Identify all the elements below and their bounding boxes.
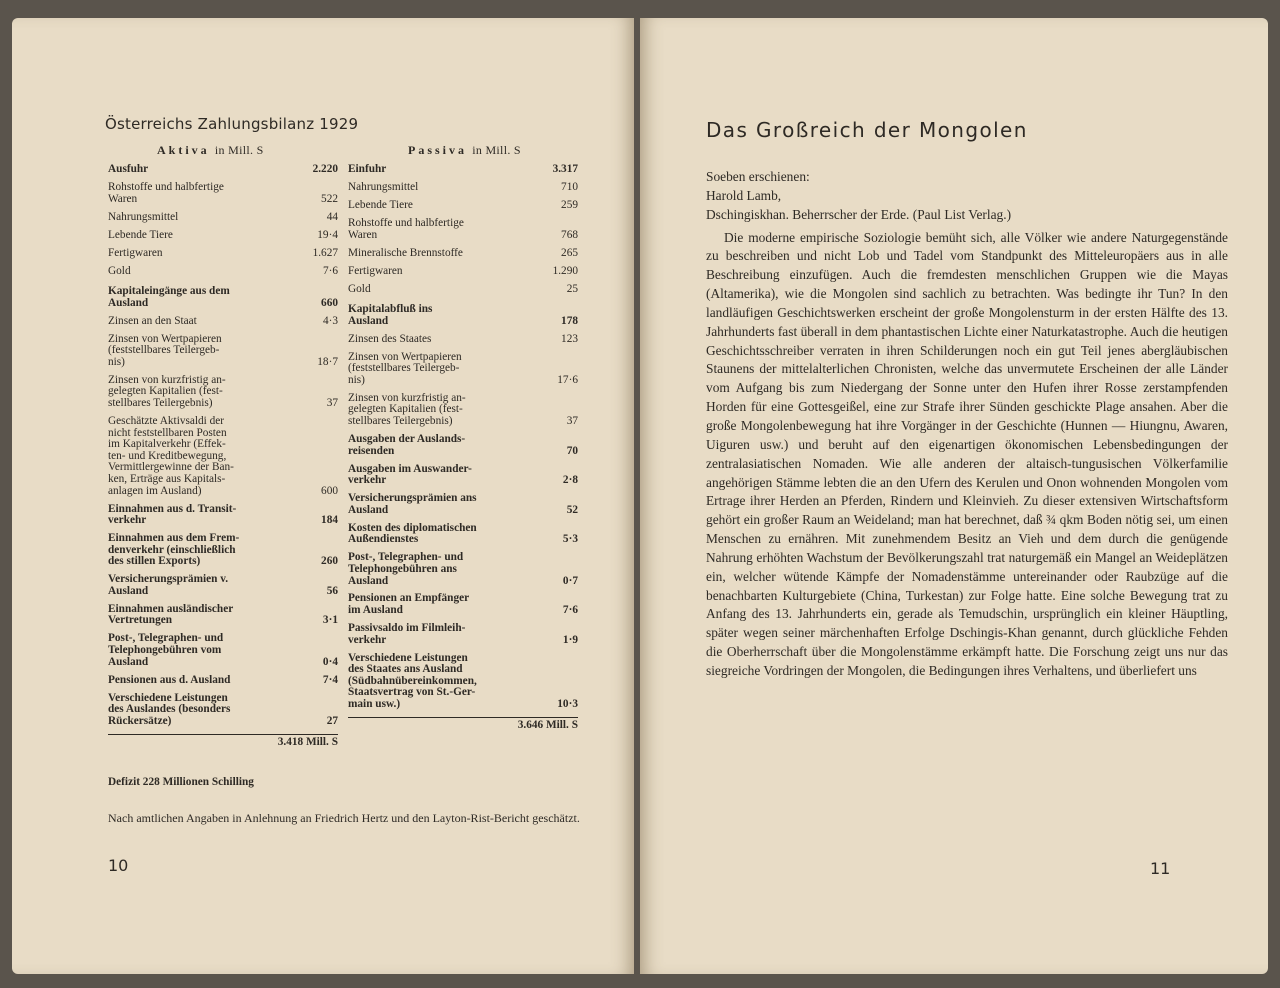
passiva-column [348, 164, 578, 731]
row-label: Post-, Telegraphen- und Telephongebühren ans Ausland [348, 551, 464, 587]
right-page [640, 18, 1268, 974]
table-title: Österreichs Zahlungsbilanz 1929 [105, 115, 359, 133]
table-row [108, 164, 338, 176]
row-label: Zinsen von Wertpapieren (feststellbares Teilergeb- nis) [348, 350, 462, 386]
table-row [348, 182, 578, 194]
aktiva-header-word: Aktiva [157, 143, 210, 157]
row-value: 178 [561, 314, 578, 327]
aktiva-header [157, 143, 264, 158]
row-label: Zinsen an den Staat [108, 314, 197, 327]
table-row [348, 284, 578, 296]
row-value: 17·6 [557, 373, 578, 386]
body-block [706, 168, 1228, 681]
row-label: Nahrungsmittel [108, 210, 179, 223]
row-value: 260 [321, 555, 338, 568]
table-row [348, 266, 578, 278]
row-label: Gold [108, 264, 131, 277]
row-label: Passivsaldo im Filmleih- verkehr [348, 622, 466, 646]
table-row [108, 416, 338, 497]
row-label: Lebende Tiere [108, 228, 173, 241]
table-row [348, 493, 578, 516]
table-row [108, 693, 338, 728]
row-label: Ausfuhr [108, 163, 149, 175]
table-row [348, 304, 578, 327]
source-note: Nach amtlichen Angaben in Anlehnung an Friedrich Hertz und den Layton-Rist-Bericht geschätzt. [108, 811, 580, 825]
intro-line: Dschingiskhan. Beherrscher der Erde. (Paul List Verlag.) [706, 206, 1012, 222]
table-row [348, 200, 578, 212]
row-label: Kosten des diplomatischen Außendienstes [348, 521, 477, 546]
row-value: 522 [321, 192, 338, 205]
table-row [108, 533, 338, 568]
row-label: Fertigwaren [108, 246, 163, 259]
table-row [348, 464, 578, 487]
row-label: Lebende Tiere [348, 198, 413, 211]
row-value: 600 [321, 484, 338, 497]
row-label: Zinsen von kurzfristig an- gelegten Kapitalien (fest- stellbares Teilergebnis) [108, 373, 226, 410]
row-label: Einnahmen ausländischer Vertretungen [108, 602, 234, 627]
row-value: 7·4 [322, 673, 338, 686]
table-row [108, 604, 338, 627]
row-label: Versicherungsprämien v. Ausland [108, 573, 229, 597]
row-value: 27 [326, 714, 338, 727]
table-row [108, 230, 338, 242]
row-value: 0·4 [322, 655, 338, 668]
table-row [348, 434, 578, 457]
aktiva-header-unit: in Mill. S [214, 143, 264, 157]
table-row [108, 633, 338, 668]
row-value: 123 [561, 332, 578, 345]
passiva-header-unit: in Mill. S [472, 143, 521, 157]
left-page [12, 18, 634, 974]
row-label: Fertigwaren [348, 264, 403, 277]
table-row [108, 266, 338, 278]
row-label: Ausgaben im Auswander- verkehr [348, 462, 472, 487]
table-row [348, 164, 578, 176]
row-label: Pensionen an Empfänger im Ausland [348, 592, 470, 617]
row-label: Rohstoffe und halbfertige Waren [348, 216, 464, 241]
body-paragraph: Die moderne empirische Soziologie bemüht sich, alle Völker wie andere Naturgegenstände zu beschreiben und nicht Lob und Tadel vom Standpunkt des Mitteleuropäers aus in alle Beschreibung einzufügen. Auch die fremdesten menschlichen Gruppen wie die Mayas (Altamerika), wie die Mongolen sind sachlich zu betrachten. Was bedingte ihr Tun? In den landläufigen Geschichtswerken erscheint der große Mongolensturm in der ersten Hälfte des 13. Jahrhunderts fast überall in dem phantastischen Lichte einer Naturkatastrophe. Auch die heutigen Geschichtsschreiber verraten in ihren Schilderungen noch ein gut Teil jenes abergläubischen Staunens der mittelalterlichen Chronisten, welche das unvermutete Erscheinen der alle Länder vom Aufgang bis zum Niedergang der Sonne unter den Hufen ihrer Rosse zerstampfenden Horden für eine Gottesgeißel, eine zur Strafe ihrer Sünden geschickte Plage ansahen. Aber die große Mongolenbewegung hat ihre Vorgänger in der Geschichte (Hunnen — Hiungnu, Awaren, Uiguren usw.) und beruht auf den eigenartigen ökonomischen Lebensbedingungen der zentralasiatischen Nomaden. Wie alle anderen der altaisch-tungusischen Völkerfamilie angehörigen Stämme lebten die an den Ufern des Kerulen und Onon wohnenden Mongolen vom Ertrage ihrer Herden an Pferden, Rindern und Kleinvieh. Zu dieser extensiven Wirtschaftsform gehört ein großer Raum an Weideland; man hat berechnet, daß ¾ qkm Boden nötig sei, um einen Menschen zu ernähren. Mit zunehmendem Besitz an Vieh und dem durch die genügende Nahrung erhöhten Wachstum der Bevölkerungszahl trat naturgemäß ein Mangel an Weideplätzen ein, welcher wütende Kämpfe der Nomadenstämme untereinander oder Raubzüge auf die benachbarten Kulturgebiete (China, Turkestan) zur Folge hatte. Eine solche Bewegung trat zu Anfang des 13. Jahrhunderts ein, gerade als Temudschin, ursprünglich ein kleiner Häuptling, später wegen seiner märchenhaften Erfolge Dschingis-Khan genannt, durch glückliche Fehden die Oberherrschaft über die Mongolenstämme erkämpft hatte. Die Forschung zeigt uns nur das siegreiche Vordringen der Mongolen, die Bedingungen ihres Verhaltens, und überliefert uns [706, 229, 1228, 678]
row-value: 18·7 [317, 355, 338, 368]
table-row [348, 653, 578, 711]
row-label: Einnahmen aus dem Frem- denverkehr (einschließlich des stillen Exports) [108, 532, 240, 568]
table-row [108, 334, 338, 369]
table-row [348, 352, 578, 387]
table-row [108, 375, 338, 410]
row-value: 25 [566, 282, 578, 295]
row-value: 259 [561, 198, 578, 211]
table-row [108, 504, 338, 527]
row-label: Zinsen des Staates [348, 332, 432, 345]
page-number-right: 11 [1150, 859, 1171, 878]
table-row [348, 552, 578, 587]
table-row [348, 523, 578, 546]
table-row [108, 212, 338, 224]
row-value: 184 [321, 514, 338, 527]
row-label: Zinsen von kurzfristig an- gelegten Kapitalien (fest- stellbares Teilergebnis) [348, 391, 466, 428]
aktiva-column [108, 164, 338, 748]
row-label: Kapitaleingänge aus dem Ausland [108, 285, 230, 309]
row-label: Einnahmen aus d. Transit- verkehr [108, 502, 237, 527]
row-label: Mineralische Brennstoffe [348, 246, 463, 259]
chapter-title: Das Großreich der Mongolen [706, 118, 1028, 142]
passiva-total: 3.646 Mill. S [348, 717, 578, 731]
row-label: Kapitalabfluß ins Ausland [348, 303, 433, 327]
row-value: 37 [566, 415, 578, 428]
row-value: 265 [561, 246, 578, 259]
row-label: Einfuhr [348, 163, 387, 175]
aktiva-rows [108, 164, 338, 727]
row-label: Geschätzte Aktivsaldi der nicht feststellbaren Posten im Kapitalverkehr (Effek- ten- und Kreditbewegung, Vermittlergewinne der Ban- ken, Erträge aus Kapitals- anlagen im Ausland) [108, 415, 234, 497]
row-label: Pensionen aus d. Ausland [108, 673, 231, 686]
row-label: Verschiedene Leistungen des Auslandes (besonders Rückersätze) [108, 691, 231, 727]
table-row [108, 316, 338, 328]
deficit-line: Defizit 228 Millionen Schilling [108, 776, 254, 788]
table-row [108, 182, 338, 205]
row-label: Versicherungsprämien ans Ausland [348, 492, 477, 516]
row-value: 7·6 [562, 604, 578, 617]
row-value: 3.317 [552, 163, 578, 175]
row-value: 3·1 [322, 614, 338, 627]
page-number-left: 10 [108, 856, 129, 875]
row-label: Nahrungsmittel [348, 180, 419, 193]
table-row [108, 286, 338, 309]
passiva-header [408, 143, 521, 158]
row-value: 2·8 [562, 474, 578, 487]
row-value: 2.220 [312, 163, 338, 175]
table-row [108, 675, 338, 687]
row-label: Gold [348, 282, 371, 295]
passiva-header-word: Passiva [408, 143, 468, 157]
table-row [348, 623, 578, 646]
row-value: 5·3 [562, 533, 578, 546]
row-value: 1.290 [552, 264, 578, 277]
intro-line: Harold Lamb, [706, 187, 782, 203]
table-row [348, 393, 578, 428]
row-value: 19·4 [317, 228, 338, 241]
row-value: 7·6 [322, 264, 338, 277]
table-row [348, 334, 578, 346]
table-row [108, 248, 338, 260]
passiva-rows [348, 164, 578, 711]
row-value: 0·7 [562, 574, 578, 587]
row-label: Ausgaben der Auslands- reisenden [348, 433, 466, 457]
row-value: 710 [561, 180, 578, 193]
table-row [108, 574, 338, 597]
row-value: 52 [566, 503, 578, 516]
row-label: Verschiedene Leistungen des Staates ans Ausland (Südbahnübereinkommen, Staatsvertrag von St.-Ger- main usw.) [348, 651, 477, 711]
table-row [348, 593, 578, 616]
row-label: Zinsen von Wertpapieren (feststellbares Teilergeb- nis) [108, 332, 222, 368]
aktiva-total: 3.418 Mill. S [108, 734, 338, 748]
table-row [348, 218, 578, 241]
row-value: 768 [561, 228, 578, 241]
row-value: 1.627 [312, 246, 338, 259]
row-value: 70 [566, 444, 578, 457]
row-value: 37 [326, 397, 338, 410]
row-value: 10·3 [557, 698, 578, 711]
table-row [348, 248, 578, 260]
intro-line: Soeben erschienen: [706, 169, 810, 184]
row-value: 4·3 [322, 314, 338, 327]
row-value: 44 [326, 210, 338, 223]
row-label: Rohstoffe und halbfertige Waren [108, 180, 224, 205]
row-value: 56 [326, 584, 338, 597]
row-label: Post-, Telegraphen- und Telephongebühren vom Ausland [108, 632, 224, 668]
row-value: 660 [321, 296, 338, 309]
row-value: 1·9 [562, 633, 578, 646]
